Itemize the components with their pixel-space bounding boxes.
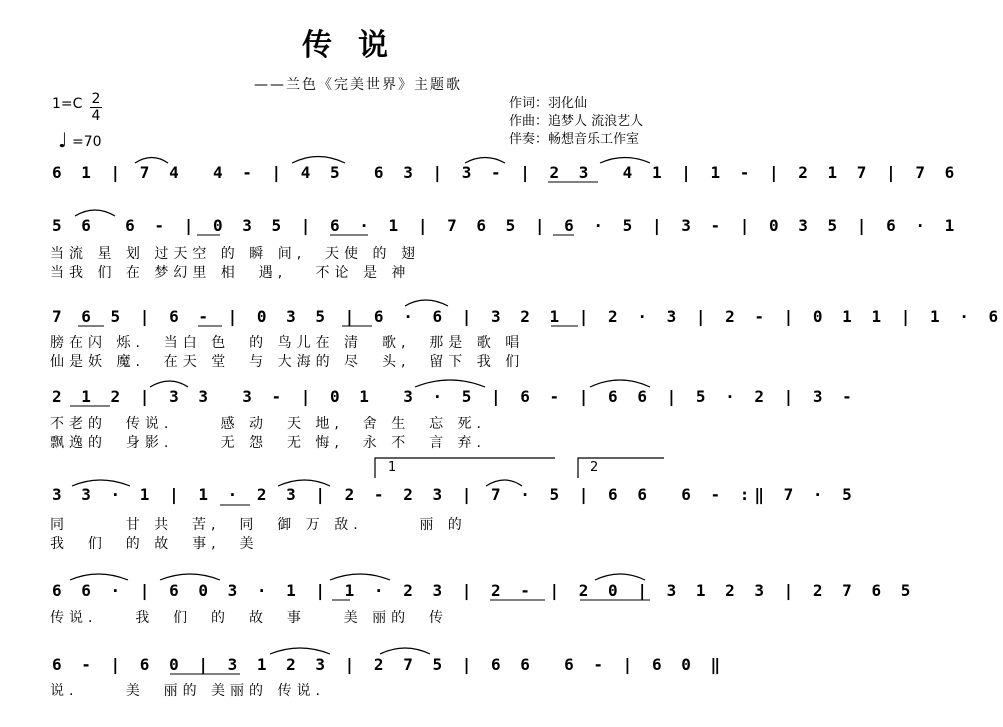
lyrics-line-5-verse-1: 同 甘 共 苦, 同 御 万 敌. 丽 的 [50,517,467,533]
quarter-note-icon: ♩ [58,128,68,152]
time-signature [90,92,102,123]
lyrics-line-6-verse-1: 传说. 我 们 的 故 事 美 丽的 传 [50,610,449,626]
lyrics-line-5-verse-2: 我 们 的 故 事, 美 [50,536,259,552]
lyrics-line-4-verse-2: 飘逸的 身影. 无 怨 无 悔, 永 不 言 弃. [50,435,487,451]
song-subtitle: ——兰色《完美世界》主题歌 [254,77,462,93]
song-title: 传说 [302,28,414,63]
tempo-marking: =70 [72,134,102,150]
score-line-2: 5 6 6 - | 0 3 5 | 6 · 1 | 7 6 5 | 6 · 5 | 3 - | 0 3 5 | 6 · 1 [52,216,960,235]
credits [509,95,643,149]
volta-2-label: 2 [590,460,599,475]
time-bottom: 4 [91,108,101,124]
lyrics-line-2-verse-1: 当流 星 划 过天空 的 瞬 间, 天使 的 翅 [50,246,420,262]
volta-1-label: 1 [388,460,397,475]
score-line-4: 2 1 2 | 3 3 3 - | 0 1 3 · 5 | 6 - | 6 6 | 5 · 2 | 3 - [52,387,857,406]
credit-composer: 作曲：追梦人 流浪艺人 [509,114,644,129]
score-line-6: 6 6 · | 6 0 3 · 1 | 1 · 2 3 | 2 - | 2 0 | 3 1 2 3 | 2 7 6 5 [52,581,916,600]
lyrics-line-3-verse-2: 仙是妖 魔. 在天 堂 与 大海的 尽 头, 留下 我 们 [50,354,525,370]
score-line-7: 6 - | 6 0 | 3 1 2 3 | 2 7 5 | 6 6 6 - | 6 0 ‖ [52,655,726,674]
credit-accompaniment: 伴奏：畅想音乐工作室 [509,132,640,147]
score-line-5: 3 3 · 1 | 1 · 2 3 | 2 - 2 3 | 7 · 5 | 6 6 6 - :‖ 7 · 5 [52,485,857,504]
credit-lyricist: 作词：羽化仙 [509,96,588,111]
score-line-3: 7 6 5 | 6 - | 0 3 5 | 6 · 6 | 3 2 1 | 2 · 3 | 2 - | 0 1 1 | 1 · 6 [52,307,1003,326]
key-signature: 1=C [52,96,83,112]
lyrics-line-7-verse-1: 说. 美 丽的 美丽的 传说. [50,683,325,699]
score-line-1: 6 1 | 7 4 4 - | 4 5 6 3 | 3 - | 2 3 4 1 | 1 - | 2 1 7 | 7 6 [52,163,960,182]
lyrics-line-2-verse-2: 当我 们 在 梦幻里 相 遇, 不论 是 神 [50,265,411,281]
lyrics-line-4-verse-1: 不老的 传说. 感 动 天 地, 舍 生 忘 死. [50,416,487,432]
lyrics-line-3-verse-1: 膀在闪 烁. 当白 色 的 鸟儿在 清 歌, 那是 歌 唱 [50,335,525,351]
time-top: 2 [91,91,101,107]
